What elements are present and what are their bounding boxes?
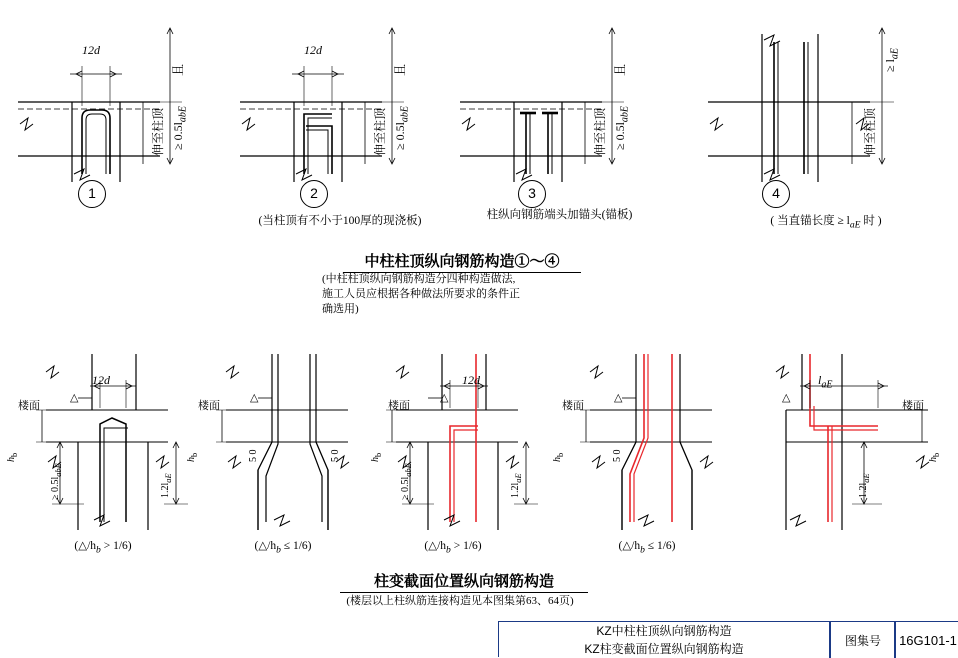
b2-hb-text: h <box>186 457 197 462</box>
b3-caption-tail: > 1/6) <box>450 540 482 552</box>
b1-dim-right <box>160 473 174 498</box>
b3-hb <box>370 453 384 462</box>
detail-3-badge: 3 <box>518 180 546 208</box>
b1-hb <box>6 453 20 462</box>
b1-caption-sub: b <box>96 544 101 556</box>
detail-4-caption-tail: 时 ) <box>860 215 882 227</box>
detail-3-vert-left: 伸至柱顶 <box>593 107 607 156</box>
b4-floor-label: 楼面 <box>562 400 584 412</box>
b4-hb-sub: b <box>556 452 565 457</box>
detail-1-vert-left: 伸至柱顶 <box>151 107 165 156</box>
b4-caption-sub: b <box>640 544 645 556</box>
b1-dim-right-text: 1.2l <box>160 482 171 498</box>
b3-floor-label: 楼面 <box>388 400 410 412</box>
b2-caption-head: (△/h <box>254 540 277 552</box>
b3-dim-12d: 12d <box>462 373 480 387</box>
b1-dim-12d: 12d <box>92 373 110 387</box>
b5-dim-top-sub: aE <box>821 379 833 391</box>
footer-atlas-code: 16G101-1 <box>899 632 957 648</box>
detail-3-vert-dim-1-sub: abE <box>619 105 631 123</box>
top-note-line-2: 施工人员应根据各种做法所要求的条件正 <box>322 287 520 300</box>
detail-2-vert-dim-1-sub: abE <box>399 105 411 123</box>
detail-4-caption-head: ( 当直锚长度 ≥ l <box>770 215 850 227</box>
detail-1-badge: 1 <box>78 180 106 208</box>
bottom-detail-2-drawing <box>196 352 376 532</box>
bottom-detail-3-drawing <box>366 352 546 532</box>
footer-divider-1 <box>829 622 831 658</box>
b3-hb-sub: b <box>374 452 383 457</box>
sheet-footer <box>498 621 958 657</box>
bottom-section-note: (楼层以上柱纵筋连接构造见本图集第63、64页) <box>346 595 574 607</box>
b2-floor-label: 楼面 <box>198 400 220 412</box>
b2-slope-left: 5 0 <box>248 449 259 462</box>
detail-1-vert-dim-1-text: ≥ 0.5l <box>171 122 185 150</box>
b1-caption <box>28 538 178 555</box>
detail-4-vert-dim-1-text: ≥ l <box>883 59 897 72</box>
detail-3-vert-dim-1-text: ≥ 0.5l <box>613 122 627 150</box>
b3-dim-left-sub: abE <box>404 463 413 477</box>
detail-3-drawing <box>452 14 632 184</box>
detail-1-vert-dim-1 <box>172 106 189 150</box>
footer-title-line-2: KZ柱变截面位置纵向钢筋构造 <box>584 642 744 656</box>
b1-dim-left-text: ≥ 0.5l <box>50 476 61 500</box>
b1-caption-tail: > 1/6) <box>100 540 132 552</box>
detail-2-vert-dim-1 <box>394 106 411 150</box>
b3-dim-right-sub: aE <box>514 473 523 483</box>
b1-caption-head: (△/h <box>74 540 97 552</box>
detail-3-vert-dim-1 <box>614 106 631 150</box>
detail-2-caption: (当柱顶有不小于100厚的现浇板) <box>258 215 422 227</box>
footer-atlas-label: 图集号 <box>844 633 881 648</box>
b1-dim-left <box>50 463 64 500</box>
detail-2-dim-12d: 12d <box>304 43 322 57</box>
top-note-line-1: (中柱柱顶纵向钢筋构造分四种构造做法, <box>322 273 516 285</box>
b3-caption <box>378 538 528 555</box>
detail-2-drawing <box>232 14 412 184</box>
bottom-detail-5-drawing <box>756 352 946 532</box>
b2-caption <box>208 538 358 555</box>
top-note-line-3: 确选用) <box>322 302 359 315</box>
b1-floor-label: 楼面 <box>18 400 40 412</box>
b1-delta: △ <box>70 392 79 404</box>
top-section-note <box>322 272 592 317</box>
bottom-section-title: 柱变截面位置纵向钢筋构造 <box>340 570 588 593</box>
b5-hb <box>928 453 942 462</box>
b2-caption-tail: ≤ 1/6) <box>280 540 312 552</box>
b2-caption-sub: b <box>276 544 281 556</box>
b4-caption-tail: ≤ 1/6) <box>644 540 676 552</box>
b2-hb-sub: b <box>190 452 199 457</box>
b4-caption <box>572 538 722 555</box>
detail-4-drawing <box>700 14 900 184</box>
b3-delta: △ <box>440 392 449 404</box>
detail-4-caption-sub: aE <box>849 219 861 231</box>
b5-dim-right <box>858 473 872 498</box>
detail-4-caption <box>706 212 946 230</box>
detail-3-caption: 柱纵向钢筋端头加锚头(锚板) <box>486 209 633 221</box>
detail-1-drawing <box>10 14 190 184</box>
b2-slope-right: 5 0 <box>330 449 341 462</box>
detail-1-dim-12d: 12d <box>82 43 100 57</box>
detail-4-badge: 4 <box>762 180 790 208</box>
b5-hb-text: h <box>928 457 939 462</box>
detail-4-vert-dim-1-sub: aE <box>889 47 901 60</box>
footer-divider-2 <box>894 622 896 658</box>
b1-dim-right-sub: aE <box>164 473 173 483</box>
b4-hb <box>552 453 566 462</box>
b5-delta: △ <box>782 392 791 404</box>
b4-delta: △ <box>614 392 623 404</box>
b3-dim-left-text: ≥ 0.5l <box>400 476 411 500</box>
detail-1-vert-dim-2: 且 <box>171 63 185 76</box>
b3-caption-sub: b <box>446 544 451 556</box>
b1-hb-text: h <box>6 457 17 462</box>
b4-caption-head: (△/h <box>618 540 641 552</box>
b1-dim-left-sub: abE <box>54 463 63 477</box>
b5-floor-label: 楼面 <box>902 400 924 412</box>
b3-dim-left <box>400 463 414 500</box>
b3-dim-right-text: 1.2l <box>510 482 521 498</box>
b1-hb-sub: b <box>10 452 19 457</box>
b5-dim-right-sub: aE <box>862 473 871 483</box>
top-section-title: 中柱柱顶纵向钢筋构造①～④ <box>343 250 581 273</box>
b5-dim-top-text: l <box>818 373 822 387</box>
bottom-detail-4-drawing <box>560 352 740 532</box>
detail-2-badge: 2 <box>300 180 328 208</box>
footer-title-line-1: KZ中柱柱顶纵向钢筋构造 <box>596 624 732 638</box>
detail-1-vert-dim-1-sub: abE <box>177 105 189 123</box>
b3-caption-head: (△/h <box>424 540 447 552</box>
b3-hb-text: h <box>370 457 381 462</box>
b4-slope-left: 5 0 <box>612 449 623 462</box>
footer-title <box>499 622 829 658</box>
detail-2-vert-left: 伸至柱顶 <box>373 107 387 156</box>
detail-3-vert-dim-2: 且 <box>613 63 627 76</box>
b4-hb-text: h <box>552 457 563 462</box>
detail-2-vert-dim-1-text: ≥ 0.5l <box>393 122 407 150</box>
b5-dim-top <box>818 374 832 391</box>
b3-dim-right <box>510 473 524 498</box>
b2-delta: △ <box>250 392 259 404</box>
b5-hb-sub: b <box>932 452 941 457</box>
detail-4-vert-left: 伸至柱顶 <box>863 107 877 156</box>
b5-dim-right-text: 1.2l <box>858 482 869 498</box>
detail-4-vert-dim-1 <box>884 48 901 72</box>
detail-2-vert-dim-2: 且 <box>393 63 407 76</box>
b2-hb <box>186 453 200 462</box>
